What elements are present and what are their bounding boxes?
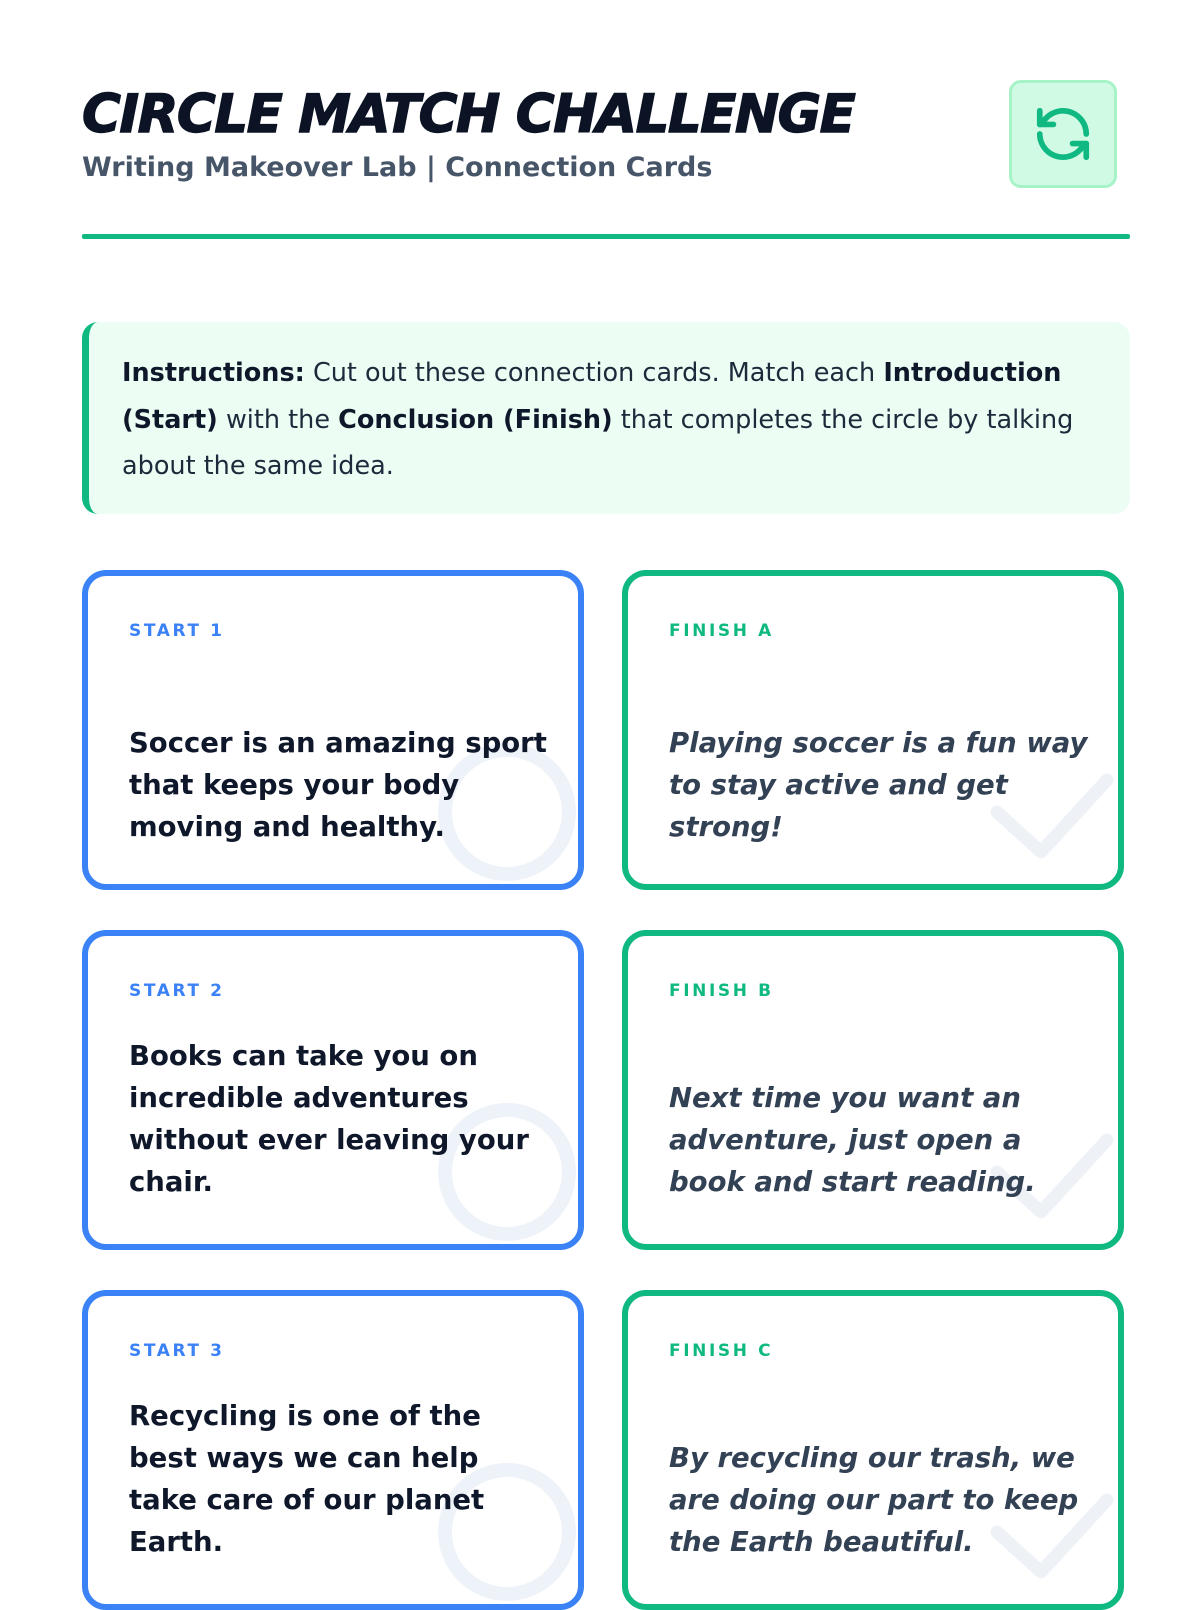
card-label: START 2 (129, 981, 225, 1001)
instructions-emphasis-start: Introduction (Start) (122, 358, 1062, 435)
card-label: FINISH B (669, 981, 774, 1001)
instructions-emphasis-finish: Conclusion (Finish) (338, 404, 613, 435)
start-card-1[interactable] (82, 570, 584, 890)
card-text: By recycling our trash, we are doing our part to keep the Earth beautiful. (669, 1442, 1079, 1558)
start-card-2[interactable] (82, 930, 584, 1250)
card-text: Playing soccer is a fun way to stay active and get strong! (669, 727, 1088, 843)
card-text: Soccer is an amazing sport that keeps your body moving and healthy. (129, 727, 547, 843)
page-title: CIRCLE MATCH CHALLENGE (82, 84, 855, 145)
instructions-box (82, 322, 1130, 514)
page-subtitle: Writing Makeover Lab | Connection Cards (82, 152, 713, 183)
instructions-text: Cut out these connection cards. Match each (304, 358, 884, 388)
card-text: Next time you want an adventure, just open a book and start reading. (669, 1082, 1036, 1198)
card-label: FINISH C (669, 1341, 774, 1361)
card-label: START 3 (129, 1341, 225, 1361)
card-label: FINISH A (669, 621, 774, 641)
card-text: Books can take you on incredible adventures without ever leaving your chair. (129, 1040, 529, 1198)
card-label: START 1 (129, 621, 225, 641)
refresh-icon (1032, 103, 1094, 165)
finish-card-a[interactable] (622, 570, 1124, 890)
finish-card-b[interactable] (622, 930, 1124, 1250)
card-text: Recycling is one of the best ways we can help take care of our planet Earth. (129, 1400, 485, 1558)
header-divider (82, 234, 1130, 239)
refresh-button[interactable] (1009, 80, 1117, 188)
instructions-text: that completes the circle by talking about the same idea. (122, 404, 1074, 481)
instructions-text: with the (217, 404, 339, 435)
start-card-3[interactable] (82, 1290, 584, 1610)
finish-card-c[interactable] (622, 1290, 1124, 1610)
page-header (82, 78, 1130, 204)
worksheet-page (82, 0, 1130, 1600)
instructions-lead: Instructions: (122, 358, 305, 388)
